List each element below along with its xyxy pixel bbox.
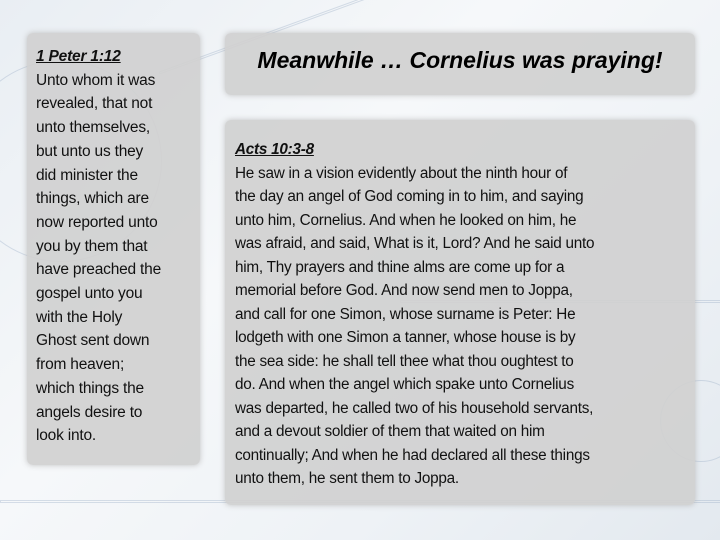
scripture-line: memorial before God. And now send men to Joppa, bbox=[235, 282, 573, 299]
scripture-line: angels desire to bbox=[36, 403, 143, 421]
scripture-line: revealed, that not bbox=[36, 95, 153, 113]
scripture-line: him, Thy prayers and thine alms are come up for a bbox=[235, 258, 565, 276]
scripture-line: things, which are bbox=[36, 190, 149, 208]
scripture-line: with the Holy bbox=[36, 308, 123, 326]
scripture-line: have preached the bbox=[36, 261, 162, 279]
scripture-line: unto him, Cornelius. And when he looked on him, he bbox=[235, 211, 577, 229]
scripture-line: gospel unto you bbox=[36, 285, 143, 303]
scripture-line: and a devout soldier of them that waited on him bbox=[235, 423, 545, 440]
scripture-line: unto themselves, bbox=[36, 119, 150, 137]
scripture-line: now reported unto bbox=[36, 213, 158, 231]
scripture-panel-acts bbox=[225, 120, 695, 505]
scripture-line: unto them, he sent them to Joppa. bbox=[235, 470, 459, 487]
scripture-line: Ghost sent down bbox=[36, 332, 150, 350]
scripture-line: was departed, he called two of his household servants, bbox=[235, 399, 594, 417]
scripture-line: the sea side: he shall tell thee what thou oughtest to bbox=[235, 352, 574, 370]
scripture-line: you by them that bbox=[36, 237, 148, 255]
scripture-line: did minister the bbox=[36, 166, 138, 184]
scripture-line: was afraid, and said, What is it, Lord? And he said unto bbox=[235, 235, 595, 252]
scripture-line: which things the bbox=[36, 379, 144, 397]
scripture-line: He saw in a vision evidently about the ninth hour of bbox=[235, 164, 568, 182]
scripture-line: the day an angel of God coming in to him, and saying bbox=[235, 188, 584, 205]
scripture-text bbox=[36, 45, 161, 448]
scripture-reference: 1 Peter 1:12 bbox=[36, 48, 121, 65]
scripture-panel-1-peter bbox=[27, 33, 200, 465]
scripture-line: do. And when the angel which spake unto Cornelius bbox=[235, 376, 574, 393]
scripture-line: look into. bbox=[36, 427, 97, 445]
slide-title: Meanwhile … Cornelius was praying! bbox=[257, 47, 663, 73]
scripture-text bbox=[235, 138, 594, 491]
scripture-line: Unto whom it was bbox=[36, 71, 156, 89]
scripture-line: and call for one Simon, whose surname is Peter: He bbox=[235, 305, 576, 323]
title-panel bbox=[225, 33, 695, 95]
scripture-reference: Acts 10:3-8 bbox=[235, 141, 314, 158]
scripture-line: lodgeth with one Simon a tanner, whose house is by bbox=[235, 329, 576, 346]
scripture-line: from heaven; bbox=[36, 356, 125, 374]
scripture-line: but unto us they bbox=[36, 142, 144, 160]
scripture-line: continually; And when he had declared all these things bbox=[235, 446, 590, 464]
